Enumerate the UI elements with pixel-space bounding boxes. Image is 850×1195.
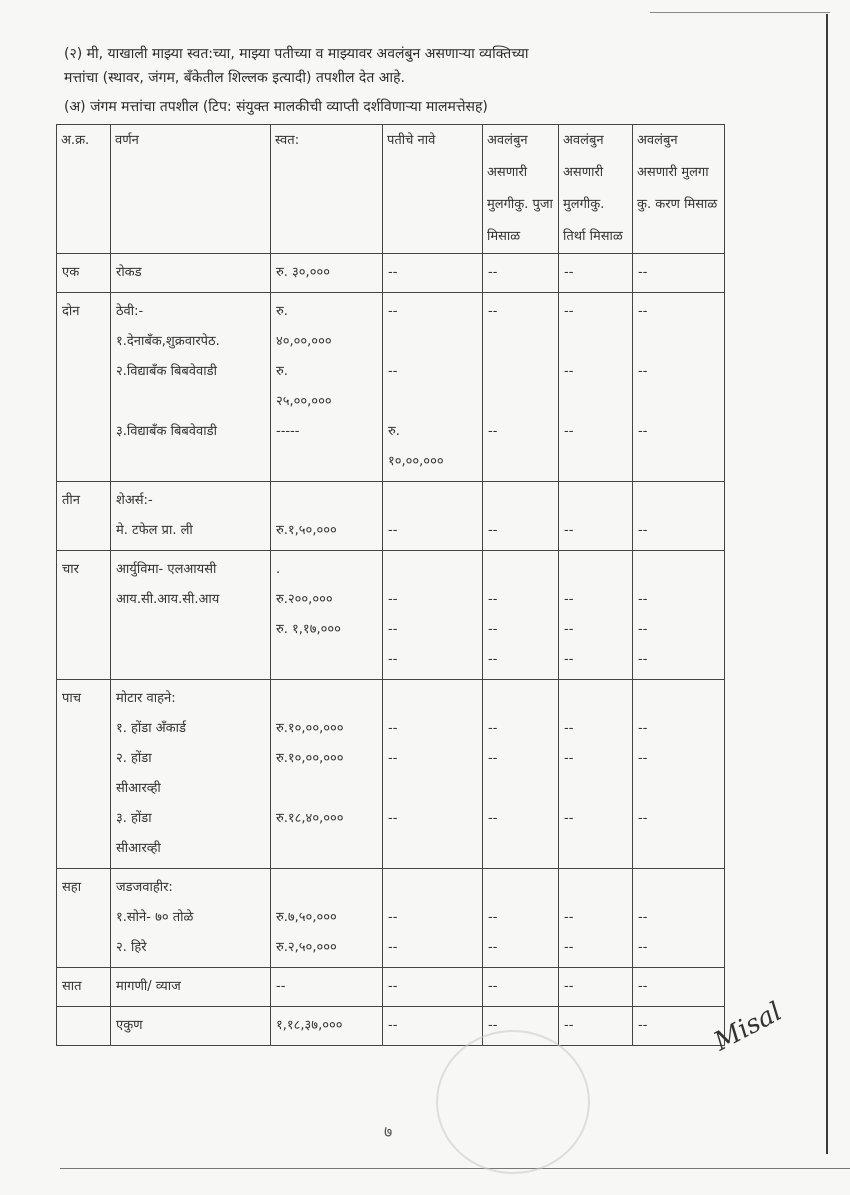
cell-dep1 — [483, 968, 559, 1007]
intro-line-2: मत्तांचा (स्थावर, जंगम, बँकेतील शिल्लक इत्यादी) तपशील देत आहे. — [64, 70, 405, 86]
cell-desc — [111, 254, 271, 293]
cell-line: -- — [638, 304, 648, 319]
header-text: मिसाळ — [487, 229, 521, 244]
cell-line: -- — [388, 622, 398, 637]
header-text: मुलगा — [681, 165, 709, 180]
cell-line: -- — [564, 721, 574, 736]
cell-self — [271, 254, 383, 293]
cell-desc — [111, 482, 271, 551]
cell-self — [271, 680, 383, 869]
cell-dep3 — [633, 293, 725, 482]
cell-line: -- — [638, 979, 648, 994]
cell-line: -- — [638, 811, 648, 826]
cell-dep3 — [633, 1007, 725, 1046]
cell-sr — [57, 1007, 111, 1046]
cell-line: रु. ३०,००० — [276, 265, 330, 280]
cell-line — [388, 774, 477, 804]
cell-line: -- — [488, 592, 498, 607]
cell-desc — [111, 1007, 271, 1046]
cell-line: ----- — [276, 424, 300, 439]
cell-sr — [57, 869, 111, 968]
cell-line: -- — [564, 751, 574, 766]
cell-line: तीन — [62, 493, 80, 508]
cell-line — [276, 774, 377, 804]
page-number: ७ — [384, 1122, 393, 1141]
cell-line — [564, 486, 627, 516]
cell-line — [276, 873, 377, 903]
header-text: मुलगीकु. — [487, 197, 529, 212]
cell-dep1 — [483, 869, 559, 968]
cell-line: एक — [62, 265, 80, 280]
cell-line: -- — [488, 1018, 498, 1033]
cell-line: रु.२००,००० — [276, 592, 333, 607]
cell-line: १. होंडा अँकार्ड — [116, 721, 186, 736]
cell-self — [271, 968, 383, 1007]
cell-line: -- — [638, 424, 648, 439]
cell-line — [276, 684, 377, 714]
header-description: वर्णन — [111, 125, 271, 254]
cell-line: सीआरव्ही — [116, 841, 161, 856]
cell-line — [638, 327, 719, 357]
cell-line: रु. — [388, 424, 400, 439]
cell-dep2 — [559, 869, 633, 968]
cell-line: रु.७,५०,००० — [276, 910, 337, 925]
cell-sr — [57, 482, 111, 551]
cell-dep3 — [633, 482, 725, 551]
cell-line — [388, 873, 477, 903]
cell-line — [564, 327, 627, 357]
cell-line: एकुण — [116, 1018, 143, 1033]
cell-line: आय.सी.आय.सी.आय — [116, 592, 220, 607]
header-sr: अ.क्र. — [57, 125, 111, 254]
official-stamp — [436, 1030, 590, 1174]
cell-line — [488, 357, 553, 387]
cell-line — [388, 555, 477, 585]
cell-line: २.विद्याबँक बिबवेवाडी — [116, 364, 217, 379]
cell-desc — [111, 968, 271, 1007]
cell-line: -- — [488, 910, 498, 925]
cell-line: मोटार वाहने: — [116, 691, 176, 706]
cell-dep3 — [633, 551, 725, 680]
cell-line: -- — [638, 265, 648, 280]
cell-line — [388, 327, 477, 357]
cell-line: -- — [564, 979, 574, 994]
cell-line: -- — [638, 910, 648, 925]
cell-line: मे. टफेल प्रा. ली — [116, 523, 193, 538]
intro-line-3: (अ) जंगम मत्तांचा तपशील (टिप: संयुक्त मालकीची व्याप्ती दर्शविणाऱ्या मालमत्तेसह) — [64, 99, 488, 115]
cell-line: -- — [388, 811, 398, 826]
cell-line: -- — [388, 304, 398, 319]
intro-line-1: (२) मी, याखाली माझ्या स्वत:च्या, माझ्या पतीच्या व माझ्यावर अवलंबुन असणाऱ्या व्यक्तिच्या — [64, 46, 529, 62]
cell-dep2 — [559, 482, 633, 551]
cell-dep3 — [633, 680, 725, 869]
cell-line: -- — [564, 523, 574, 538]
cell-line — [488, 684, 553, 714]
cell-self — [271, 293, 383, 482]
cell-sr — [57, 254, 111, 293]
cell-line — [388, 387, 477, 417]
cell-line: पाच — [62, 691, 82, 706]
cell-line: २. होंडा — [116, 751, 152, 766]
table-row — [57, 551, 725, 680]
header-dependent-1 — [483, 125, 559, 254]
cell-line: . — [276, 562, 281, 577]
bottom-border-line — [60, 1168, 850, 1169]
header-text: अवलंबुन — [487, 133, 528, 148]
cell-line: सीआरव्ही — [116, 781, 161, 796]
cell-line: जडजवाहीर: — [116, 880, 173, 895]
cell-line: -- — [388, 751, 398, 766]
cell-line: १.देनाबँक,शुक्रवारपेठ. — [116, 334, 220, 349]
cell-dep3 — [633, 254, 725, 293]
cell-dep2 — [559, 254, 633, 293]
cell-line — [564, 684, 627, 714]
header-text: असणारी — [563, 165, 604, 180]
cell-line: १,१८,३७,००० — [276, 1018, 343, 1033]
header-text: अवलंबुन — [563, 133, 604, 148]
cell-line — [638, 684, 719, 714]
cell-line: -- — [488, 424, 498, 439]
cell-line — [388, 684, 477, 714]
table-row — [57, 869, 725, 968]
header-text: मिसाळ — [589, 229, 623, 244]
header-text: कु. करण — [637, 197, 680, 212]
cell-line: ठेवी:- — [116, 304, 144, 319]
cell-line: -- — [564, 1018, 574, 1033]
table-row — [57, 482, 725, 551]
cell-line: -- — [564, 910, 574, 925]
cell-line: १.सोने- ७० तोळे — [116, 910, 194, 925]
header-text: पुजा — [532, 197, 553, 212]
signature: Misal — [709, 996, 787, 1058]
cell-line: -- — [564, 424, 574, 439]
cell-sr — [57, 680, 111, 869]
cell-line — [116, 387, 265, 417]
cell-line: रु. — [276, 364, 288, 379]
cell-line: रु.१८,४०,००० — [276, 811, 344, 826]
cell-line: रु.२,५०,००० — [276, 940, 337, 955]
table-row — [57, 1007, 725, 1046]
header-dependent-3 — [633, 125, 725, 254]
cell-line: -- — [564, 811, 574, 826]
cell-spouse — [383, 968, 483, 1007]
cell-line: -- — [638, 523, 648, 538]
cell-spouse — [383, 254, 483, 293]
cell-spouse — [383, 869, 483, 968]
cell-line — [488, 387, 553, 417]
header-self: स्वत: — [271, 125, 383, 254]
cell-line — [564, 774, 627, 804]
cell-line: -- — [564, 265, 574, 280]
header-spouse: पतीचे नावे — [383, 125, 483, 254]
cell-line: १०,००,००० — [388, 454, 444, 469]
cell-spouse — [383, 1007, 483, 1046]
header-text: असणारी — [637, 165, 678, 180]
movable-assets-table — [56, 124, 725, 1046]
cell-spouse — [383, 551, 483, 680]
cell-line — [488, 873, 553, 903]
cell-line: २. हिरे — [116, 940, 147, 955]
cell-line: चार — [62, 562, 79, 577]
cell-line — [638, 873, 719, 903]
cell-line: -- — [564, 364, 574, 379]
cell-line: -- — [488, 265, 498, 280]
header-text: अवलंबुन — [637, 133, 678, 148]
cell-line: ३.विद्याबँक बिबवेवाडी — [116, 424, 217, 439]
cell-line: -- — [638, 1018, 648, 1033]
cell-line: सात — [62, 979, 82, 994]
cell-line: २५,००,००० — [276, 394, 332, 409]
cell-line: -- — [564, 304, 574, 319]
cell-dep1 — [483, 680, 559, 869]
cell-line — [488, 774, 553, 804]
cell-line — [638, 555, 719, 585]
cell-line: -- — [276, 979, 286, 994]
cell-sr — [57, 968, 111, 1007]
cell-line: -- — [388, 910, 398, 925]
cell-line: रु.१०,००,००० — [276, 751, 344, 766]
cell-desc — [111, 551, 271, 680]
cell-line — [638, 774, 719, 804]
cell-dep1 — [483, 482, 559, 551]
cell-line: -- — [488, 652, 498, 667]
cell-dep1 — [483, 254, 559, 293]
cell-line: शेअर्स:- — [116, 493, 153, 508]
cell-line — [388, 486, 477, 516]
cell-line: -- — [388, 721, 398, 736]
cell-line: -- — [638, 622, 648, 637]
cell-line: -- — [638, 940, 648, 955]
cell-line — [564, 555, 627, 585]
cell-line: सहा — [62, 880, 82, 895]
cell-line: -- — [388, 652, 398, 667]
cell-line: -- — [638, 364, 648, 379]
cell-dep2 — [559, 1007, 633, 1046]
cell-line: मागणी/ व्याज — [116, 979, 181, 994]
cell-line — [488, 327, 553, 357]
table-row — [57, 254, 725, 293]
cell-line: -- — [564, 652, 574, 667]
cell-desc — [111, 869, 271, 968]
cell-line: -- — [488, 940, 498, 955]
cell-self — [271, 1007, 383, 1046]
cell-line: -- — [388, 265, 398, 280]
cell-line — [638, 486, 719, 516]
cell-line — [62, 1011, 105, 1041]
cell-sr — [57, 293, 111, 482]
table-row — [57, 680, 725, 869]
cell-line: -- — [488, 751, 498, 766]
cell-line: -- — [488, 304, 498, 319]
cell-self — [271, 869, 383, 968]
table-body — [57, 254, 725, 1046]
cell-line: -- — [388, 979, 398, 994]
cell-self — [271, 482, 383, 551]
cell-line: रु. १,१७,००० — [276, 622, 341, 637]
cell-spouse — [383, 680, 483, 869]
cell-dep3 — [633, 968, 725, 1007]
cell-line: -- — [388, 523, 398, 538]
cell-line — [276, 486, 377, 516]
header-dependent-2 — [559, 125, 633, 254]
cell-line: -- — [388, 1018, 398, 1033]
cell-line — [488, 486, 553, 516]
cell-dep2 — [559, 680, 633, 869]
cell-dep3 — [633, 869, 725, 968]
cell-line: रु. — [276, 304, 288, 319]
cell-line — [564, 873, 627, 903]
cell-line: -- — [638, 721, 648, 736]
cell-line: -- — [388, 364, 398, 379]
cell-line — [564, 387, 627, 417]
table-row — [57, 968, 725, 1007]
cell-self — [271, 551, 383, 680]
cell-line: रोकड — [116, 265, 142, 280]
table-row — [57, 293, 725, 482]
cell-line: -- — [564, 592, 574, 607]
cell-line — [488, 555, 553, 585]
cell-line — [638, 387, 719, 417]
cell-line: -- — [638, 592, 648, 607]
cell-spouse — [383, 482, 483, 551]
right-margin-line — [826, 14, 828, 1154]
cell-line: -- — [488, 622, 498, 637]
cell-line: दोन — [62, 304, 80, 319]
cell-desc — [111, 680, 271, 869]
cell-dep2 — [559, 551, 633, 680]
cell-line: ४०,००,००० — [276, 334, 332, 349]
top-border-line — [650, 12, 830, 13]
cell-line: -- — [388, 592, 398, 607]
header-text: मुलगीकु. — [563, 197, 605, 212]
header-text: तिर्था — [563, 229, 586, 244]
cell-dep2 — [559, 293, 633, 482]
cell-line: -- — [488, 721, 498, 736]
cell-line: -- — [564, 622, 574, 637]
cell-line: आर्युविमा- एलआयसी — [116, 562, 217, 577]
cell-spouse — [383, 293, 483, 482]
cell-line: -- — [564, 940, 574, 955]
header-text: मिसाळ — [684, 197, 718, 212]
cell-line: ३. होंडा — [116, 811, 152, 826]
cell-dep2 — [559, 968, 633, 1007]
cell-line: -- — [488, 523, 498, 538]
table-header-row — [57, 125, 725, 254]
cell-line: -- — [638, 652, 648, 667]
cell-desc — [111, 293, 271, 482]
cell-line: रु.१०,००,००० — [276, 721, 344, 736]
header-text: असणारी — [487, 165, 528, 180]
cell-dep1 — [483, 293, 559, 482]
cell-line: -- — [488, 811, 498, 826]
cell-line: -- — [388, 940, 398, 955]
cell-line: -- — [638, 751, 648, 766]
cell-dep1 — [483, 551, 559, 680]
cell-sr — [57, 551, 111, 680]
cell-line: -- — [488, 979, 498, 994]
cell-line: रु.१,५०,००० — [276, 523, 337, 538]
